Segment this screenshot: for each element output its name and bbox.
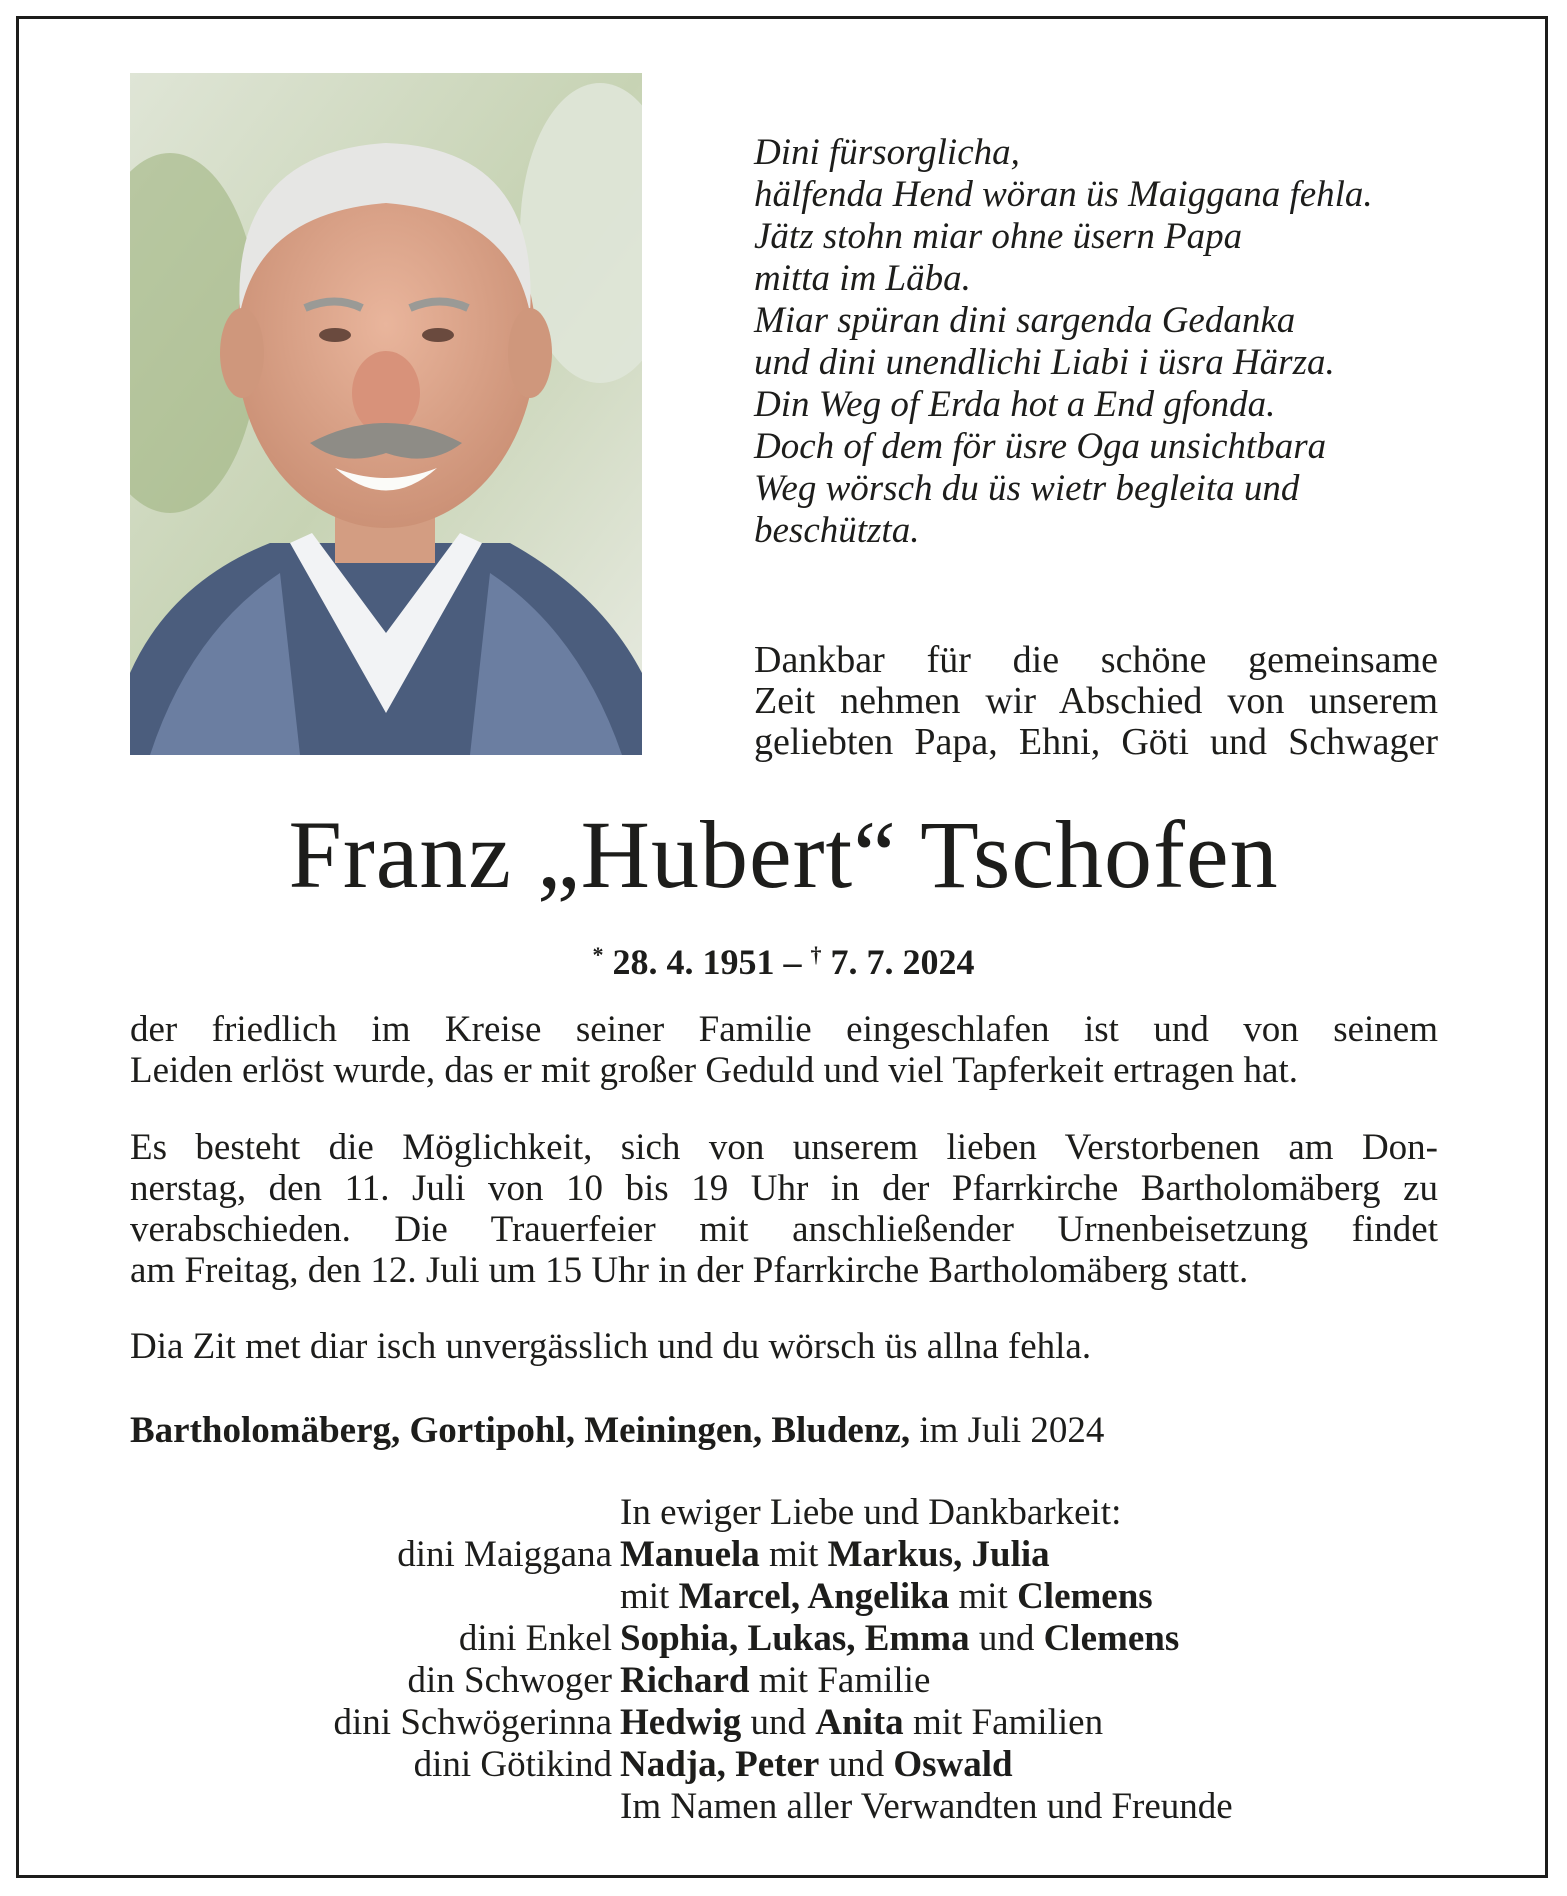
family-member: Hedwig <box>620 1702 742 1743</box>
family-member: Richard <box>620 1660 750 1701</box>
intro-line: Dankbar für die schöne gemeinsame <box>754 639 1438 681</box>
family-member: Nadja, Peter <box>620 1744 820 1785</box>
poem-line: Doch of dem för üsre Oga unsichtbara <box>754 426 1327 467</box>
place-date: im Juli 2024 <box>910 1410 1105 1451</box>
family-relation: dini Götikind <box>413 1744 612 1785</box>
paragraph-line: nerstag, den 11. Juli von 10 bis 19 Uhr in der Pfarrkirche Bartholomäberg zu <box>130 1168 1438 1209</box>
family-member: Manuela <box>620 1534 760 1575</box>
death-date: 7. 7. 2024 <box>830 942 975 982</box>
paragraph-line: Leiden erlöst wurde, das er mit großer Geduld und viel Tapferkeit ertragen hat. <box>130 1050 1298 1091</box>
poem-line: Jätz stohn miar ohne üsern Papa <box>754 216 1243 257</box>
place-towns: Bartholomäberg, Gortipohl, Meiningen, Bludenz, <box>130 1410 911 1451</box>
intro-line: Zeit nehmen wir Abschied von unserem <box>754 680 1438 722</box>
family-heading-row <box>130 1492 1438 1534</box>
family-row: dini Maiggana Manuela mit Markus, Julia <box>130 1534 1438 1576</box>
family-relation: dini Enkel <box>458 1618 612 1659</box>
family-row: dini Enkel Sophia, Lukas, Emma und Clemens <box>130 1618 1438 1660</box>
paragraph-line: am Freitag, den 12. Juli um 15 Uhr in der Pfarrkirche Bartholomäberg statt. <box>130 1250 1249 1291</box>
intro-line: geliebten Papa, Ehni, Göti und Schwager <box>754 721 1438 763</box>
birth-date: 28. 4. 1951 <box>612 942 775 982</box>
portrait-photo <box>130 73 642 755</box>
poem-line: Dini fürsorglicha, <box>754 132 1020 173</box>
family-row: mit Marcel, Angelika mit Clemens <box>620 1576 1153 1617</box>
family-closing: Im Namen aller Verwandten und Freunde <box>620 1786 1233 1827</box>
family-relation: dini Maiggana <box>397 1534 612 1575</box>
paragraph-line: verabschieden. Die Trauerfeier mit anschließender Urnenbeisetzung findet <box>130 1209 1438 1250</box>
family-member: Marcel, Angelika <box>678 1576 950 1617</box>
poem-line: Miar spüran dini sargenda Gedanka <box>754 300 1296 341</box>
poem-line: hälfenda Hend wöran üs Maiggana fehla. <box>754 174 1373 215</box>
family-member: Clemens <box>1017 1576 1153 1617</box>
intro-text <box>754 640 1438 763</box>
poem-line: und dini unendlichi Liabi i üsra Härza. <box>754 342 1335 383</box>
paragraph-farewell <box>130 1326 1438 1367</box>
paragraph-line: Dia Zit met diar isch unvergässlich und du wörsch üs allna fehla. <box>130 1326 1092 1367</box>
family-member: Markus, Julia <box>827 1534 1050 1575</box>
place-and-date <box>130 1410 1104 1451</box>
life-dates <box>0 935 1567 982</box>
family-heading: In ewiger Liebe und Dankbarkeit: <box>620 1492 1122 1533</box>
family-relation: din Schwoger <box>407 1660 612 1701</box>
paragraph-passing <box>130 1009 1438 1091</box>
date-separator: – <box>774 942 811 982</box>
death-symbol: † <box>810 942 822 967</box>
family-row: dini Götikind Nadja, Peter und Oswald <box>130 1744 1438 1786</box>
family-relation: dini Schwögerinna <box>333 1702 612 1743</box>
family-row: dini Schwögerinna Hedwig und Anita mit Familien <box>130 1702 1438 1744</box>
poem-line: beschützta. <box>754 510 920 551</box>
family-list <box>130 1492 1438 1828</box>
poem-line: Din Weg of Erda hot a End gfonda. <box>754 384 1276 425</box>
paragraph-line: Es besteht die Möglichkeit, sich von unserem lieben Verstorbenen am Don- <box>130 1127 1438 1168</box>
family-member: Oswald <box>893 1744 1013 1785</box>
poem <box>754 132 1373 552</box>
paragraph-funeral-info <box>130 1127 1438 1291</box>
family-member: Clemens <box>1043 1618 1180 1659</box>
family-member: Anita <box>815 1702 904 1743</box>
deceased-name: Franz „Hubert“ Tschofen <box>288 801 1279 908</box>
family-closing-row <box>130 1786 1438 1828</box>
paragraph-line: der friedlich im Kreise seiner Familie eingeschlafen ist und von seinem <box>130 1009 1438 1050</box>
birth-symbol: * <box>592 942 604 967</box>
poem-line: mitta im Läba. <box>754 258 971 299</box>
poem-line: Weg wörsch du üs wietr begleita und <box>754 468 1300 509</box>
family-row: din Schwoger Richard mit Familie <box>130 1660 1438 1702</box>
family-member: Sophia, Lukas, Emma <box>620 1618 970 1659</box>
